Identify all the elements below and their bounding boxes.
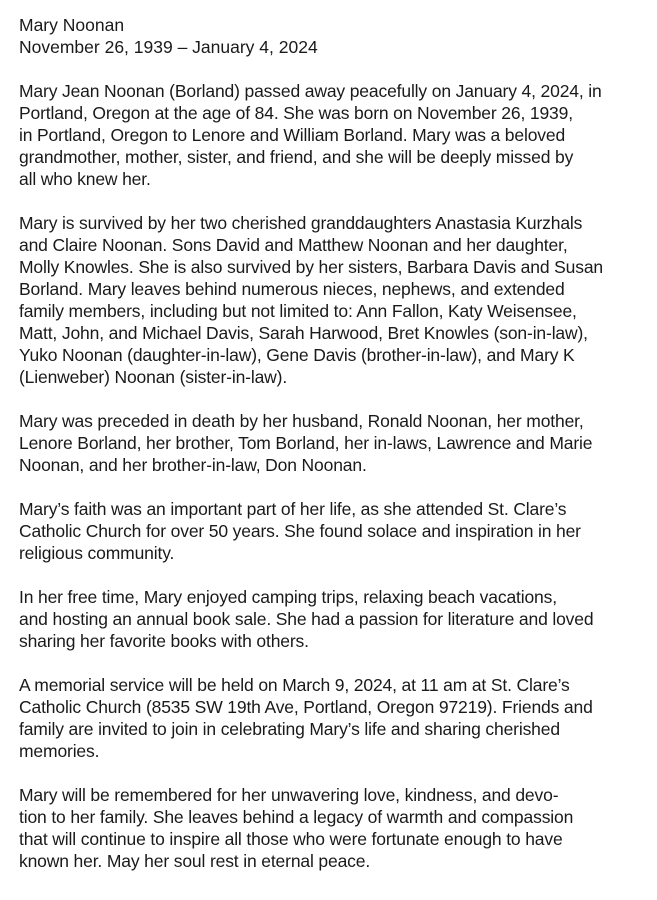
paragraph-line: sharing her favorite books with others. xyxy=(19,631,309,651)
paragraph-line: Mary Jean Noonan (Borland) passed away peacefully on January 4, 2024, in xyxy=(19,81,602,101)
paragraph-line: all who knew her. xyxy=(19,169,151,189)
obituary-name: Mary Noonan xyxy=(19,15,125,35)
obituary-paragraph-3 xyxy=(19,410,643,476)
paragraph-line: Catholic Church for over 50 years. She found solace and inspiration in her xyxy=(19,521,581,541)
paragraph-line: Yuko Noonan (daughter-in-law), Gene Davis (brother-in-law), and Mary K xyxy=(19,345,575,365)
paragraph-line: and hosting an annual book sale. She had a passion for literature and loved xyxy=(19,609,594,629)
paragraph-line: Catholic Church (8535 SW 19th Ave, Portland, Oregon 97219). Friends and xyxy=(19,697,593,717)
paragraph-line: family are invited to join in celebrating Mary’s life and sharing cherished xyxy=(19,719,560,739)
paragraph-line: Mary’s faith was an important part of her life, as she attended St. Clare’s xyxy=(19,499,567,519)
paragraph-line: Mary is survived by her two cherished granddaughters Anastasia Kurzhals xyxy=(19,213,583,233)
paragraph-line: Molly Knowles. She is also survived by her sisters, Barbara Davis and Susan xyxy=(19,257,604,277)
paragraph-line: Portland, Oregon at the age of 84. She was born on November 26, 1939, xyxy=(19,103,573,123)
paragraph-line: in Portland, Oregon to Lenore and William Borland. Mary was a beloved xyxy=(19,125,566,145)
paragraph-line: Matt, John, and Michael Davis, Sarah Harwood, Bret Knowles (son-in-law), xyxy=(19,323,588,343)
paragraph-line: Noonan, and her brother-in-law, Don Noonan. xyxy=(19,455,367,475)
paragraph-line: (Lienweber) Noonan (sister-in-law). xyxy=(19,367,288,387)
paragraph-line: Borland. Mary leaves behind numerous nieces, nephews, and extended xyxy=(19,279,565,299)
obituary-body xyxy=(19,80,643,872)
obituary-dates: November 26, 1939 – January 4, 2024 xyxy=(19,37,318,57)
paragraph-line: Lenore Borland, her brother, Tom Borland, her in-laws, Lawrence and Marie xyxy=(19,433,593,453)
paragraph-line: Mary will be remembered for her unwavering love, kindness, and devo- xyxy=(19,785,559,805)
paragraph-line: family members, including but not limited to: Ann Fallon, Katy Weisensee, xyxy=(19,301,577,321)
paragraph-line: religious community. xyxy=(19,543,175,563)
paragraph-line: Mary was preceded in death by her husband, Ronald Noonan, her mother, xyxy=(19,411,584,431)
paragraph-line: and Claire Noonan. Sons David and Matthew Noonan and her daughter, xyxy=(19,235,568,255)
obituary-paragraph-4 xyxy=(19,498,643,564)
paragraph-line: that will continue to inspire all those who were fortunate enough to have xyxy=(19,829,563,849)
paragraph-line: memories. xyxy=(19,741,100,761)
obituary-paragraph-1 xyxy=(19,80,643,190)
obituary-paragraph-6 xyxy=(19,674,643,762)
obituary-document xyxy=(19,14,643,872)
obituary-paragraph-2 xyxy=(19,212,643,388)
obituary-paragraph-7 xyxy=(19,784,643,872)
paragraph-line: grandmother, mother, sister, and friend, and she will be deeply missed by xyxy=(19,147,574,167)
paragraph-line: In her free time, Mary enjoyed camping trips, relaxing beach vacations, xyxy=(19,587,557,607)
paragraph-line: A memorial service will be held on March 9, 2024, at 11 am at St. Clare’s xyxy=(19,675,570,695)
paragraph-line: tion to her family. She leaves behind a legacy of warmth and compassion xyxy=(19,807,574,827)
obituary-paragraph-5 xyxy=(19,586,643,652)
paragraph-line: known her. May her soul rest in eternal peace. xyxy=(19,851,371,871)
